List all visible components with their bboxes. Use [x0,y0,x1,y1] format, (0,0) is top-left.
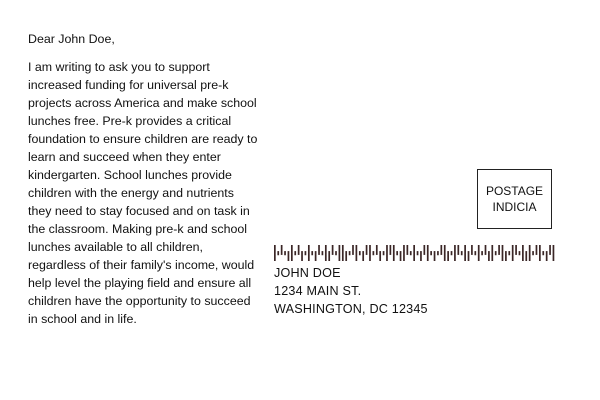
barcode-bar [277,251,279,255]
barcode-bar [396,251,398,255]
barcode-bar [393,245,395,261]
barcode-bar [274,245,276,261]
barcode-bar [464,245,466,261]
barcode-bar [345,251,347,261]
barcode-bar [427,245,429,261]
recipient-name: JOHN DOE [274,266,341,280]
barcode-bar [539,245,541,261]
barcode-bar [400,251,402,261]
barcode-bar [379,251,381,261]
barcode-bar [294,251,296,255]
barcode-bar [335,251,337,255]
barcode-bar [352,245,354,255]
barcode-bar [322,251,324,255]
barcode-bar [325,245,327,261]
indicia-label: INDICIA [492,200,537,214]
postage-indicia-box [477,169,552,229]
barcode-bar [481,251,483,255]
barcode-bar [488,251,490,261]
barcode-bar [454,245,456,261]
city-state-zip: WASHINGTON, DC 12345 [274,302,428,316]
barcode-bar [430,251,432,255]
barcode-bar [457,245,459,255]
barcode-bar [529,245,531,261]
barcode-bar [525,251,527,261]
barcode-bar [291,245,293,261]
barcode-bar [342,245,344,261]
barcode-bar [423,245,425,255]
barcode-bar [315,251,317,261]
barcode-bar [288,251,290,261]
barcode-bar [485,245,487,255]
barcode-bar [447,251,449,261]
barcode-bar [519,251,521,255]
barcode-bar [366,245,368,255]
letter-body: I am writing to ask you to support increased funding for universal pre-k projects across America and make school lunches free. Pre-k provides a critical foundation to ensure children are ready to learn and succeed when they enter kindergarten. School lunches provide children with the energy and nutrients they need to stay focused and on task in the classroom. Making pre-k and school lunches available to all children, regardless of their family's income, would help level the playing field and ensure all children have the opportunity to succeed in school and in life. [28,60,258,326]
barcode-bar [403,245,405,261]
barcode-bar [451,251,453,255]
postal-barcode [274,245,556,261]
barcode-bar [308,245,310,261]
barcode-bar [417,251,419,255]
barcode-bar [407,245,409,255]
barcode-bar [332,245,334,255]
barcode-bar [478,245,480,261]
barcode-bar [339,245,341,261]
postage-label: POSTAGE [485,184,544,198]
letter-message [28,30,260,328]
barcode-bar [498,245,500,255]
barcode-bar [502,245,504,261]
barcode-bar [491,245,493,261]
barcode-bar [546,251,548,261]
barcode-bar [420,251,422,261]
street-address: 1234 MAIN ST. [274,284,362,298]
barcode-bar [474,251,476,255]
barcode-bar [536,245,538,255]
barcode-bar [298,245,300,255]
barcode-bar [311,251,313,255]
barcode-bar [318,245,320,255]
barcode-bar [359,251,361,255]
barcode-bar [437,251,439,255]
barcode-bar [413,245,415,261]
barcode-bar [349,251,351,255]
barcode-bar [444,245,446,261]
barcode-bar [512,245,514,261]
barcode-bar [468,251,470,261]
barcode-bar [440,245,442,255]
mailing-address [274,264,428,318]
barcode-bar [553,245,555,261]
barcode-bar [362,251,364,261]
letter-greeting: Dear John Doe, [28,32,115,46]
barcode-bar [356,245,358,261]
barcode-bar [284,251,286,255]
barcode-bar [301,251,303,261]
barcode-bar [386,245,388,261]
barcode-bar [515,245,517,255]
barcode-bar [434,251,436,261]
barcode-bar [410,251,412,255]
barcode-bar [383,251,385,255]
barcode-bar [369,245,371,261]
barcode-bar [508,251,510,255]
barcode-bar [461,251,463,255]
barcode-bar [532,251,534,255]
barcode-bar [373,251,375,255]
barcode-bar [305,251,307,255]
barcode-bar [328,251,330,261]
barcode-bar [505,251,507,261]
barcode-bar [522,245,524,261]
barcode-bar [376,245,378,255]
barcode-bar [471,245,473,255]
barcode-bar [549,245,551,255]
barcode-bar [281,245,283,255]
barcode-bar [390,245,392,255]
barcode-bar [495,251,497,255]
barcode-bar [542,251,544,255]
